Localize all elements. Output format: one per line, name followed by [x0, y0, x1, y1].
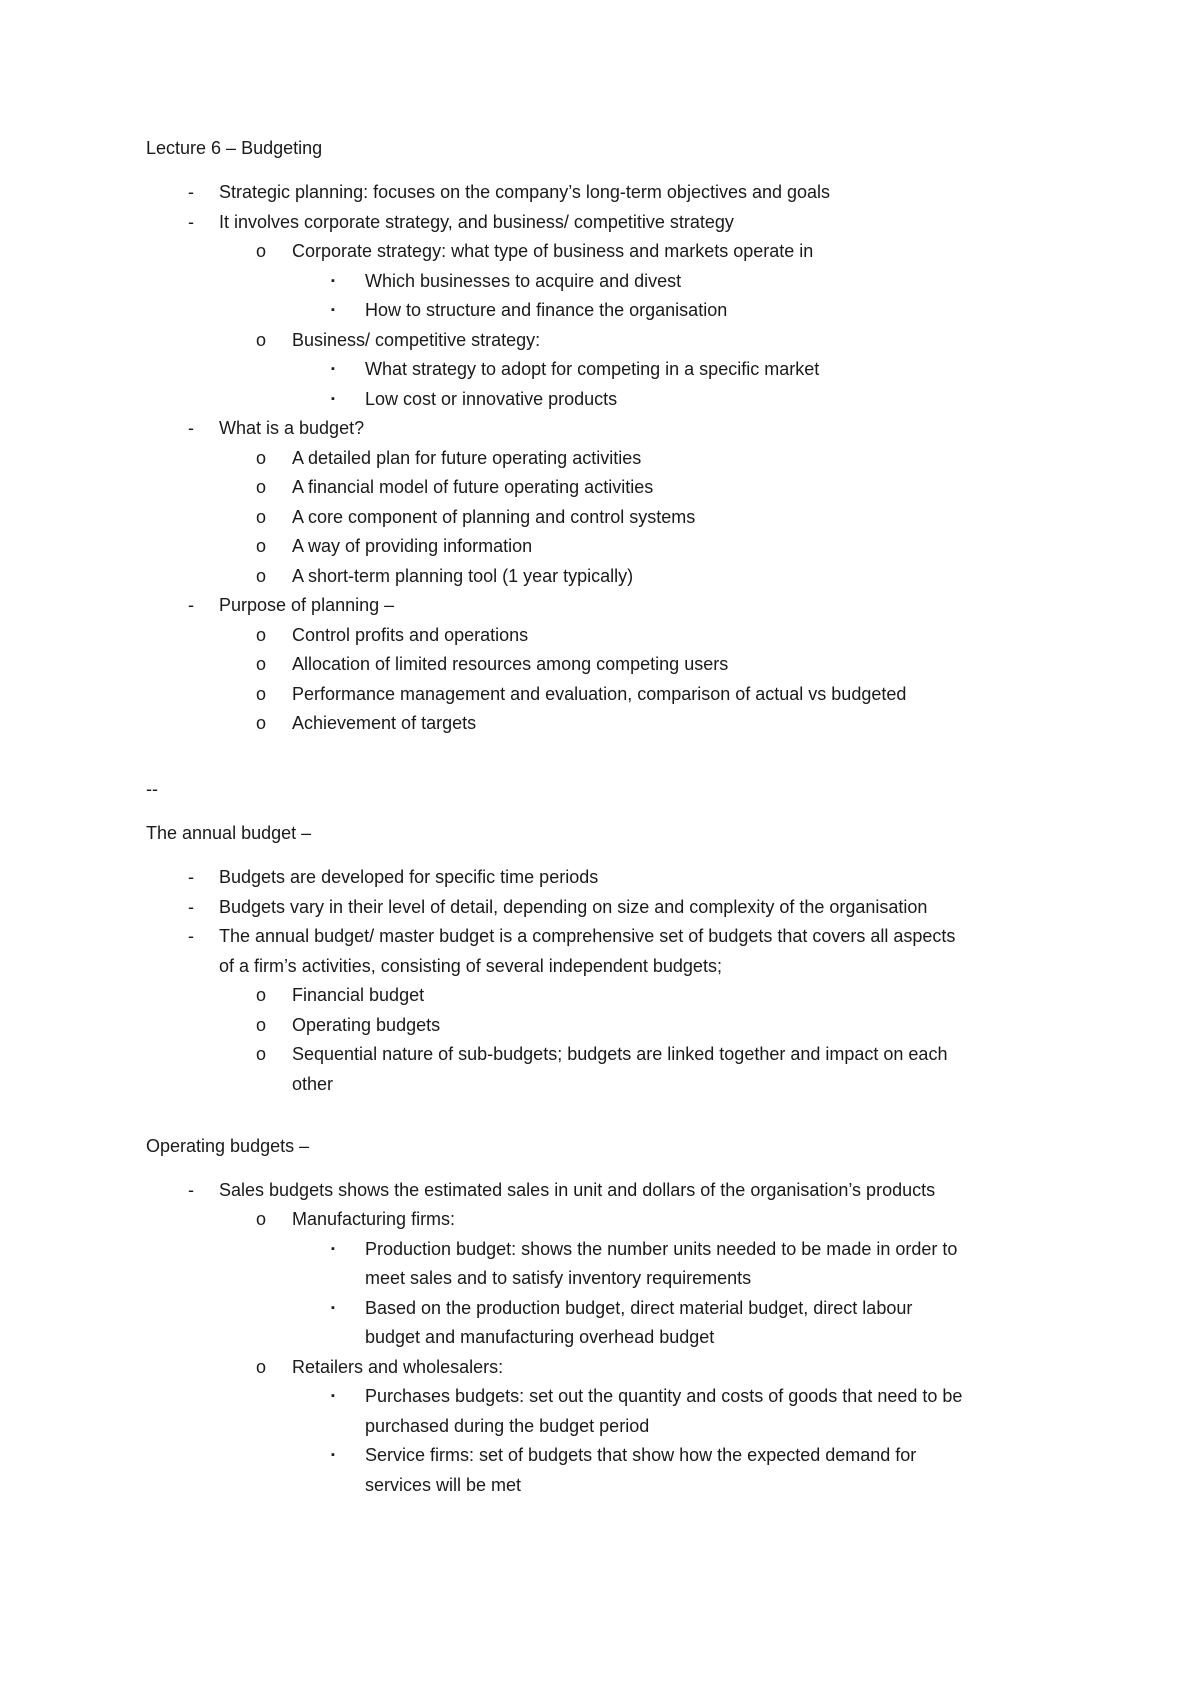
list-item-level-2: Performance management and evaluation, comparison of actual vs budgeted	[292, 683, 907, 704]
circle-bullet: o	[256, 985, 267, 1005]
list-item-level-3: Purchases budgets: set out the quantity and costs of goods that need to be	[365, 1386, 963, 1406]
square-bullet: ▪	[331, 363, 335, 375]
list-item-level-1: The annual budget/ master budget is a comprehensive set of budgets that covers all aspects	[219, 926, 956, 946]
circle-bullet: o	[256, 1014, 267, 1035]
list-item-level-1: Budgets vary in their level of detail, depending on size and complexity of the organisation	[219, 896, 928, 917]
circle-bullet: o	[256, 477, 267, 497]
section-heading: Lecture 6 – Budgeting	[146, 138, 323, 158]
circle-bullet: o	[256, 565, 267, 586]
list-item-level-2: A financial model of future operating activities	[292, 477, 654, 497]
list-item-level-2: A detailed plan for future operating activities	[292, 447, 642, 468]
list-item-continuation: meet sales and to satisfy inventory requirements	[365, 1268, 752, 1288]
circle-bullet: o	[256, 241, 267, 261]
square-bullet: ▪	[331, 1301, 335, 1314]
list-item-level-1: Purpose of planning –	[219, 595, 395, 615]
list-item-level-2: Retailers and wholesalers:	[292, 1356, 504, 1377]
circle-bullet: o	[256, 1356, 267, 1377]
list-item-level-2: Sequential nature of sub-budgets; budgets are linked together and impact on each	[292, 1044, 948, 1064]
circle-bullet: o	[256, 447, 267, 468]
circle-bullet: o	[256, 713, 267, 733]
list-item-continuation: of a firm’s activities, consisting of several independent budgets;	[219, 955, 722, 976]
list-item-level-3: Production budget: shows the number units needed to be made in order to	[365, 1238, 958, 1259]
list-item-level-3: Service firms: set of budgets that show how the expected demand for	[365, 1445, 917, 1465]
square-bullet: ▪	[331, 274, 335, 287]
list-item-level-2: Financial budget	[292, 985, 425, 1005]
circle-bullet: o	[256, 536, 267, 556]
list-item-level-1: Strategic planning: focuses on the company’s long-term objectives and goals	[219, 182, 831, 202]
dash-bullet: -	[188, 211, 194, 232]
section-heading: Operating budgets –	[146, 1135, 310, 1156]
list-item-level-3: How to structure and finance the organisation	[365, 300, 728, 320]
circle-bullet: o	[256, 683, 267, 704]
circle-bullet: o	[256, 1209, 267, 1229]
list-item-level-2: Business/ competitive strategy:	[292, 329, 541, 350]
list-item-level-1: Sales budgets shows the estimated sales in unit and dollars of the organisation’s products	[219, 1179, 936, 1200]
list-item-level-2: Manufacturing firms:	[292, 1209, 456, 1229]
circle-bullet: o	[256, 654, 267, 674]
list-item-continuation: other	[292, 1073, 334, 1094]
list-item-level-2: A way of providing information	[292, 536, 533, 556]
list-item-continuation: budget and manufacturing overhead budget	[365, 1327, 715, 1347]
square-bullet: ▪	[331, 1242, 335, 1255]
list-item-continuation: purchased during the budget period	[365, 1415, 650, 1436]
section-divider: --	[146, 779, 158, 799]
square-bullet: ▪	[331, 304, 335, 316]
circle-bullet: o	[256, 1044, 267, 1064]
list-item-level-3: Based on the production budget, direct material budget, direct labour	[365, 1297, 913, 1318]
dash-bullet: -	[188, 595, 194, 615]
list-item-level-2: Achievement of targets	[292, 713, 477, 733]
dash-bullet: -	[188, 418, 194, 438]
circle-bullet: o	[256, 506, 267, 527]
square-bullet: ▪	[331, 1449, 335, 1461]
square-bullet: ▪	[331, 392, 335, 405]
dash-bullet: -	[188, 896, 194, 917]
dash-bullet: -	[188, 1179, 194, 1200]
circle-bullet: o	[256, 329, 267, 350]
list-item-level-2: Allocation of limited resources among competing users	[292, 654, 729, 674]
list-item-level-2: Corporate strategy: what type of business and markets operate in	[292, 241, 814, 261]
list-item-level-3: Which businesses to acquire and divest	[365, 270, 682, 291]
list-item-level-1: Budgets are developed for specific time periods	[219, 867, 599, 887]
section-heading: The annual budget –	[146, 823, 312, 843]
list-item-level-3: What strategy to adopt for competing in a specific market	[365, 359, 820, 379]
dash-bullet: -	[188, 867, 194, 887]
list-item-level-1: It involves corporate strategy, and business/ competitive strategy	[219, 211, 734, 232]
square-bullet: ▪	[331, 1390, 335, 1402]
list-item-level-2: Control profits and operations	[292, 624, 529, 645]
list-item-level-2: Operating budgets	[292, 1014, 441, 1035]
list-item-level-1: What is a budget?	[219, 418, 365, 438]
list-item-level-2: A core component of planning and control systems	[292, 506, 696, 527]
dash-bullet: -	[188, 182, 194, 202]
dash-bullet: -	[188, 926, 194, 946]
list-item-level-2: A short-term planning tool (1 year typically)	[292, 565, 634, 586]
list-item-level-3: Low cost or innovative products	[365, 388, 618, 409]
list-item-continuation: services will be met	[365, 1474, 522, 1495]
circle-bullet: o	[256, 624, 267, 645]
